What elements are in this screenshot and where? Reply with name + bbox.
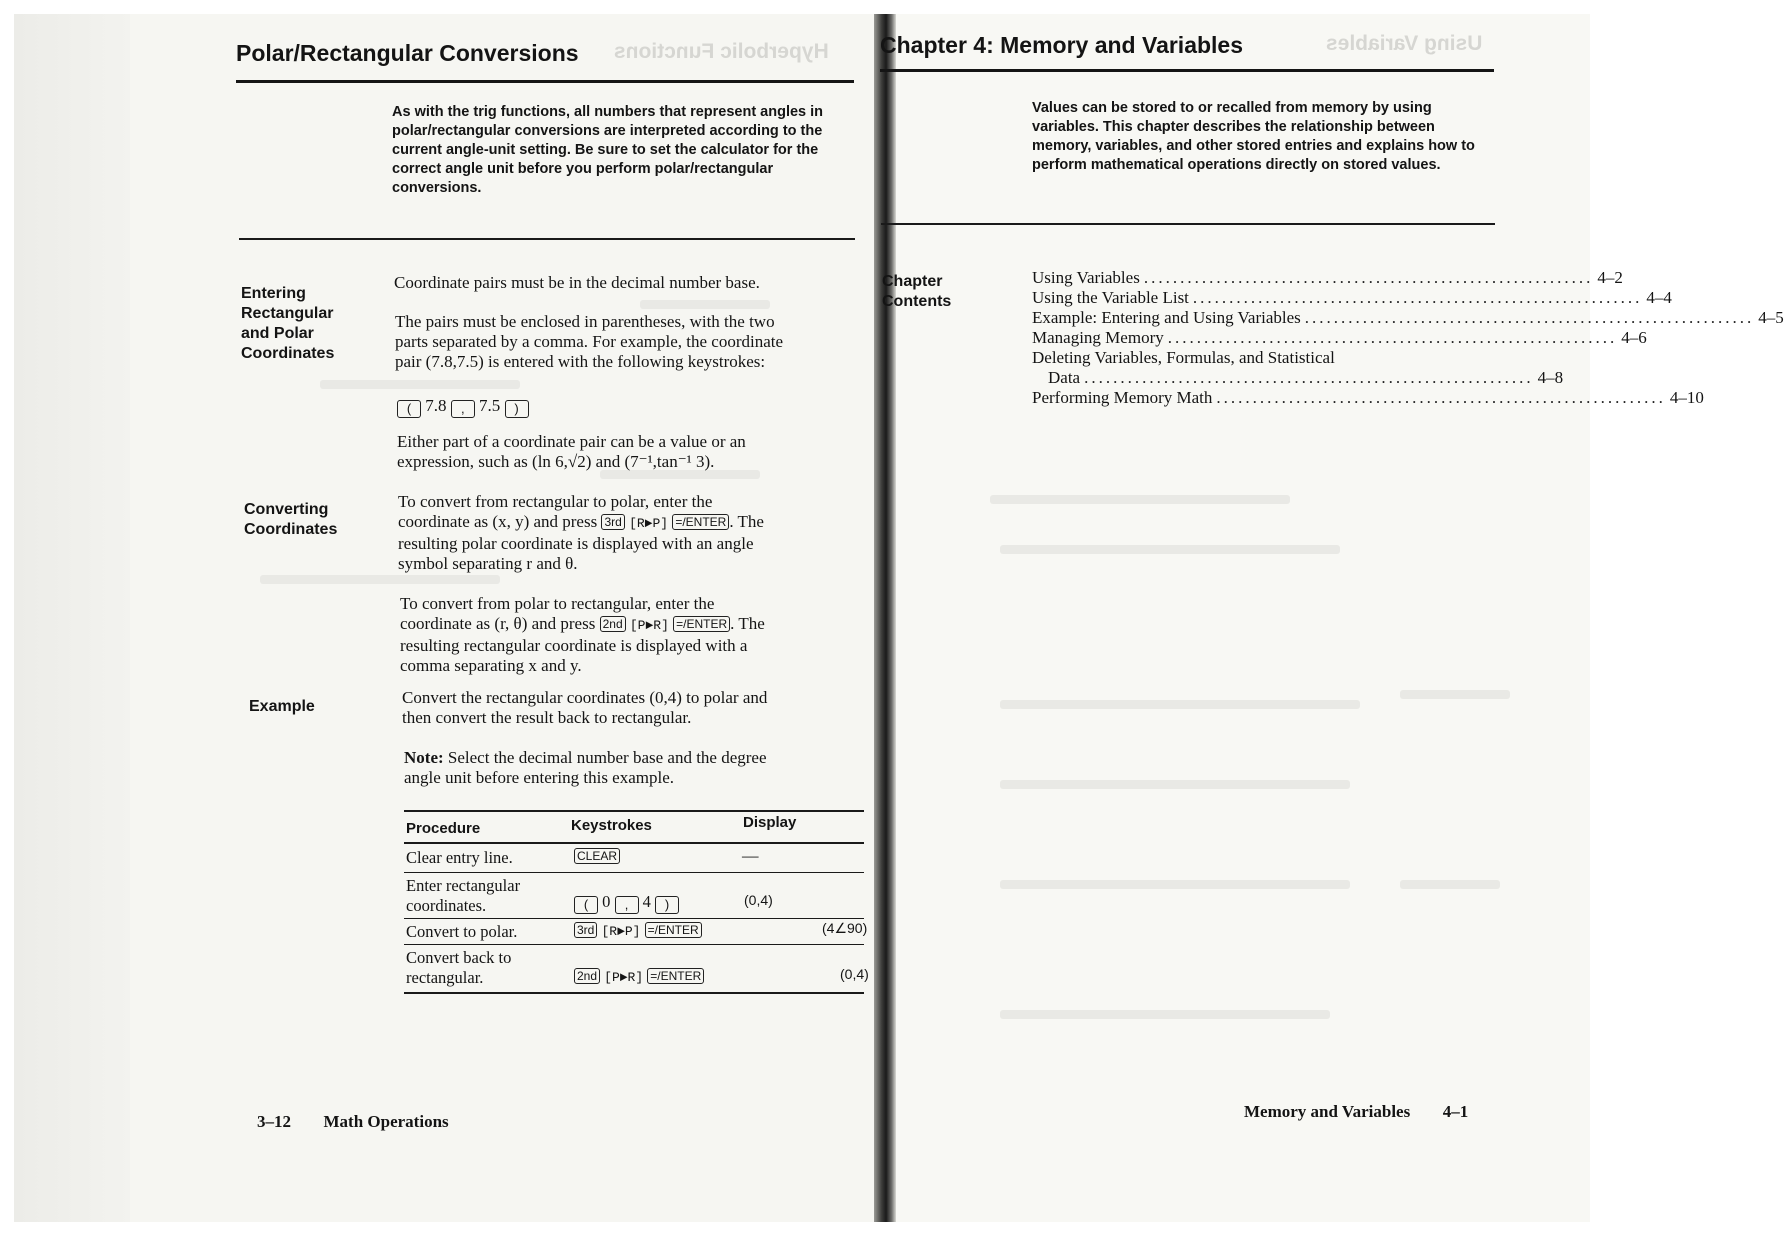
r-to-p-key: [R►P] <box>601 924 641 939</box>
bleed-mark <box>260 575 500 584</box>
book-spine <box>874 14 896 1222</box>
example-paragraph: Convert the rectangular coordinates (0,4) to polar and then convert the result back to rectangular. <box>402 688 768 727</box>
toc-entry[interactable]: Example: Entering and Using Variables .............................................................. 4–5 <box>1032 308 1784 327</box>
enter-key: =/ENTER <box>645 922 702 938</box>
entering-heading: Entering Rectangular and Polar Coordinates <box>241 285 335 362</box>
table-row-display: (0,4) <box>840 966 869 982</box>
table-row: Enter rectangular coordinates. <box>406 876 521 915</box>
close-paren-key: ) <box>505 400 529 418</box>
title-rule <box>236 80 854 83</box>
table-header-keystrokes: Keystrokes <box>571 817 652 834</box>
entering-paragraph-2: The pairs must be enclosed in parentheses, with the two parts separated by a comma. For example, the coordinate pair (7.8,7.5) is entered with the following keystrokes: <box>395 312 784 371</box>
example-note: Note: Select the decimal number base and the degree angle unit before entering this example. <box>404 748 767 787</box>
bleed-mark <box>320 380 520 389</box>
page-number: 4–1 <box>1442 1102 1469 1121</box>
bleed-mark <box>990 495 1290 504</box>
right-footer <box>1244 1102 1468 1122</box>
table-header-procedure: Procedure <box>406 820 481 837</box>
table-row: Convert back to rectangular. <box>406 948 512 987</box>
entering-paragraph-3: Either part of a coordinate pair can be a value or an expression, such as (ln 6,√2) and (7⁻¹,tan⁻¹ 3). <box>397 432 746 471</box>
bleed-mark <box>640 300 770 309</box>
bleed-through-title: Hyperbolic Functions <box>614 40 829 63</box>
third-key: 3rd <box>601 514 624 530</box>
previous-page-edge <box>14 14 130 1222</box>
bleed-through-title: Using Variables <box>1326 32 1483 55</box>
bleed-mark <box>1000 700 1360 709</box>
open-paren-key: ( <box>397 400 421 418</box>
chapter-intro: Values can be stored to or recalled from memory by using variables. This chapter describes the relationship between memory, variables, and other stored entries and explains how to perform mathematical operations directly on stored values. <box>1032 100 1475 173</box>
chapter-title: Chapter 4: Memory and Variables <box>880 32 1244 58</box>
second-key: 2nd <box>574 968 600 984</box>
example-heading: Example <box>249 698 315 715</box>
table-row-keys <box>574 920 702 942</box>
title-rule <box>880 69 1494 72</box>
table-row-keys: ( 0 , 4 ) <box>574 892 679 914</box>
keystroke-example: ( 7.8 , 7.5 ) <box>397 396 529 418</box>
comma-key: , <box>451 400 475 418</box>
table-row-display: (0,4) <box>744 892 773 908</box>
enter-key: =/ENTER <box>673 616 730 632</box>
right-page <box>895 14 1784 1222</box>
open-paren-key: ( <box>574 896 598 914</box>
toc-entry[interactable]: Managing Memory .............................................................. 4–6 <box>1032 328 1647 347</box>
p-to-r-key: [P►R] <box>629 618 669 633</box>
close-paren-key: ) <box>655 896 679 914</box>
enter-key: =/ENTER <box>647 968 704 984</box>
bleed-mark <box>1000 880 1350 889</box>
enter-key: =/ENTER <box>672 514 729 530</box>
left-footer <box>257 1112 449 1132</box>
page-title: Polar/Rectangular Conversions <box>236 40 579 66</box>
footer-section: Memory and Variables <box>1244 1102 1411 1121</box>
rect-to-polar-paragraph: To convert from rectangular to polar, enter the coordinate as (x, y) and press 3rd [R►P] =/ENTER . The resulting polar coordinate is displayed with an angle symbol separating r and θ. <box>398 492 764 573</box>
section-rule <box>239 238 855 240</box>
table-row-display: (4∠90) <box>822 920 868 936</box>
toc-entry[interactable]: Performing Memory Math .............................................................. 4–10 <box>1032 388 1704 407</box>
table-row-keys <box>574 846 620 866</box>
polar-to-rect-paragraph: To convert from polar to rectangular, enter the coordinate as (r, θ) and press 2nd [P►R] =/ENTER . The resulting rectangular coordinate is displayed with a comma separating x and y. <box>400 594 765 675</box>
toc-entry[interactable]: Using Variables .............................................................. 4–2 <box>1032 268 1623 287</box>
table-row: Clear entry line. <box>406 848 513 867</box>
r-to-p-key: [R►P] <box>629 516 669 531</box>
toc-entry[interactable]: Deleting Variables, Formulas, and Statistical <box>1032 348 1335 367</box>
section-rule <box>881 223 1495 225</box>
table-row: Convert to polar. <box>406 922 518 941</box>
bleed-mark <box>1000 780 1350 789</box>
table-row-display: — <box>742 846 759 865</box>
bleed-mark <box>1000 545 1340 554</box>
footer-section: Math Operations <box>323 1112 449 1131</box>
converting-heading: Converting Coordinates <box>244 501 338 538</box>
entering-paragraph-1: Coordinate pairs must be in the decimal number base. <box>394 273 760 292</box>
comma-key: , <box>615 896 639 914</box>
second-key: 2nd <box>600 616 626 632</box>
table-of-contents <box>1032 268 1784 408</box>
table-header-display: Display <box>743 814 797 831</box>
toc-entry[interactable]: Data .............................................................. 4–8 <box>1048 368 1564 387</box>
clear-key: CLEAR <box>574 848 620 864</box>
bleed-mark <box>1400 880 1500 889</box>
bleed-mark <box>1000 1010 1330 1019</box>
third-key: 3rd <box>574 922 597 938</box>
bleed-mark <box>1400 690 1510 699</box>
chapter-contents-heading: Chapter Contents <box>882 273 952 310</box>
table-row-keys <box>574 966 704 988</box>
toc-entry[interactable]: Using the Variable List .............................................................. 4–4 <box>1032 288 1672 307</box>
page-number: 3–12 <box>257 1112 291 1131</box>
p-to-r-key: [P►R] <box>604 970 644 985</box>
intro-paragraph: As with the trig functions, all numbers that represent angles in polar/rectangular conversions are interpreted according to the current angle-unit setting. Be sure to set the calculator for the correct angle unit before you perform polar/rectangular conversions. <box>392 104 824 196</box>
